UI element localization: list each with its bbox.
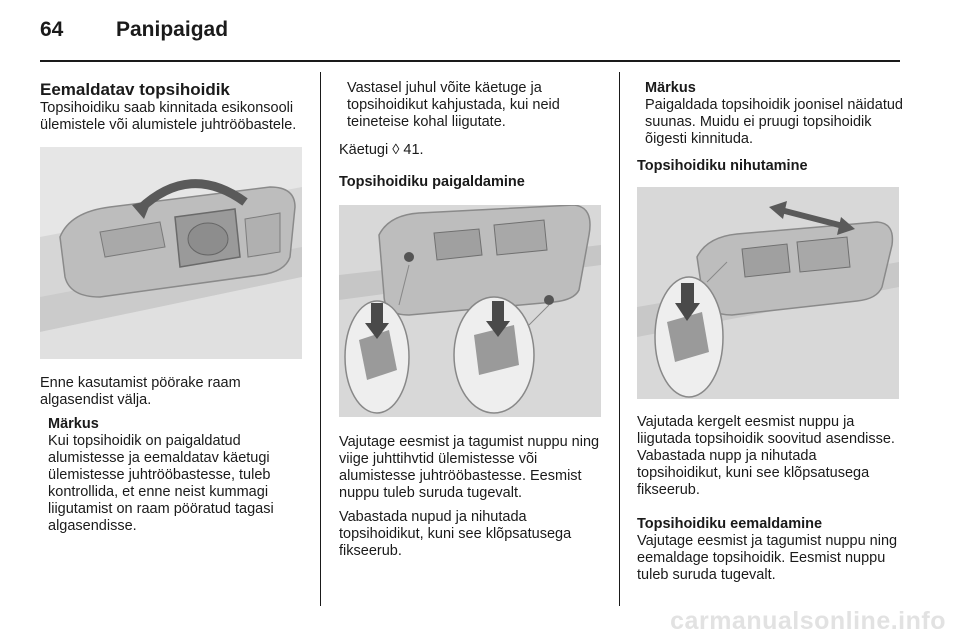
page-header-title: Panipaigad: [116, 18, 229, 41]
column-2: [339, 80, 607, 560]
column-1: [40, 80, 308, 535]
watermark: carmanualsonline.info: [670, 607, 946, 635]
after-image-text: Enne kasutamist pöörake raam algasendist välja.: [40, 375, 241, 408]
header-rule: [40, 60, 900, 62]
cupholder-slide-illustration: [637, 187, 899, 399]
note-box: [637, 80, 903, 148]
note-label: Märkus: [645, 80, 696, 96]
remove-text: Vajutage eesmist ja tagumist nuppu ning eemaldage topsihoidik. Eesmist nuppu tuleb suruda tugevalt.: [637, 533, 898, 583]
note-text: Paigaldada topsihoidik joonisel näidatud suunas. Muidu ei pruugi topsihoidik õigesti kinnituda.: [645, 97, 903, 147]
note-label: Märkus: [48, 416, 99, 432]
move-text: Vajutada kergelt eesmist nuppu ja liigutada topsihoidik soovitud asendisse. Vabastada nupp ja nihutada topsihoidikut, kuni see klõpsatusega fikseerub.: [637, 414, 895, 498]
column-3: [637, 80, 903, 584]
page-number: 64: [40, 18, 64, 41]
install-heading: Topsihoidiku paigaldamine: [339, 174, 525, 190]
column-divider-1: [320, 72, 321, 606]
armrest-reference: Käetugi ◊ 41.: [339, 142, 424, 158]
install-text-1: Vajutage eesmist ja tagumist nuppu ning viige juhttihvtid ülemistesse või alumistesse juhtrööbastesse. Eesmist nuppu tuleb suruda tugevalt.: [339, 434, 600, 501]
note-text: Kui topsihoidik on paigaldatud alumistesse ja eemaldatav käetugi ülemistesse juhtrööbastesse, tuleb kontrollida, et enne neist kummagi liigutamist on raam pööratud tagasi algasendisse.: [48, 433, 274, 534]
remove-heading: Topsihoidiku eemaldamine: [637, 516, 823, 532]
cupholder-rotate-illustration: [40, 147, 302, 359]
note-box: [40, 416, 308, 535]
section-title: Eemaldatav topsihoidik: [40, 80, 230, 99]
intro-text: Topsihoidiku saab kinnitada esikonsooli ülemistele või alumistele juhtrööbastele.: [40, 100, 297, 133]
column-divider-2: [619, 72, 620, 606]
move-heading: Topsihoidiku nihutamine: [637, 158, 808, 174]
continued-note-text: Vastasel juhul võite käetuge ja topsihoidikut kahjustada, kui neid teineteise kohal liigutate.: [347, 80, 560, 130]
cupholder-install-illustration: [339, 205, 601, 417]
install-text-2: Vabastada nupud ja nihutada topsihoidikut, kuni see klõpsatusega fikseerub.: [339, 509, 572, 559]
